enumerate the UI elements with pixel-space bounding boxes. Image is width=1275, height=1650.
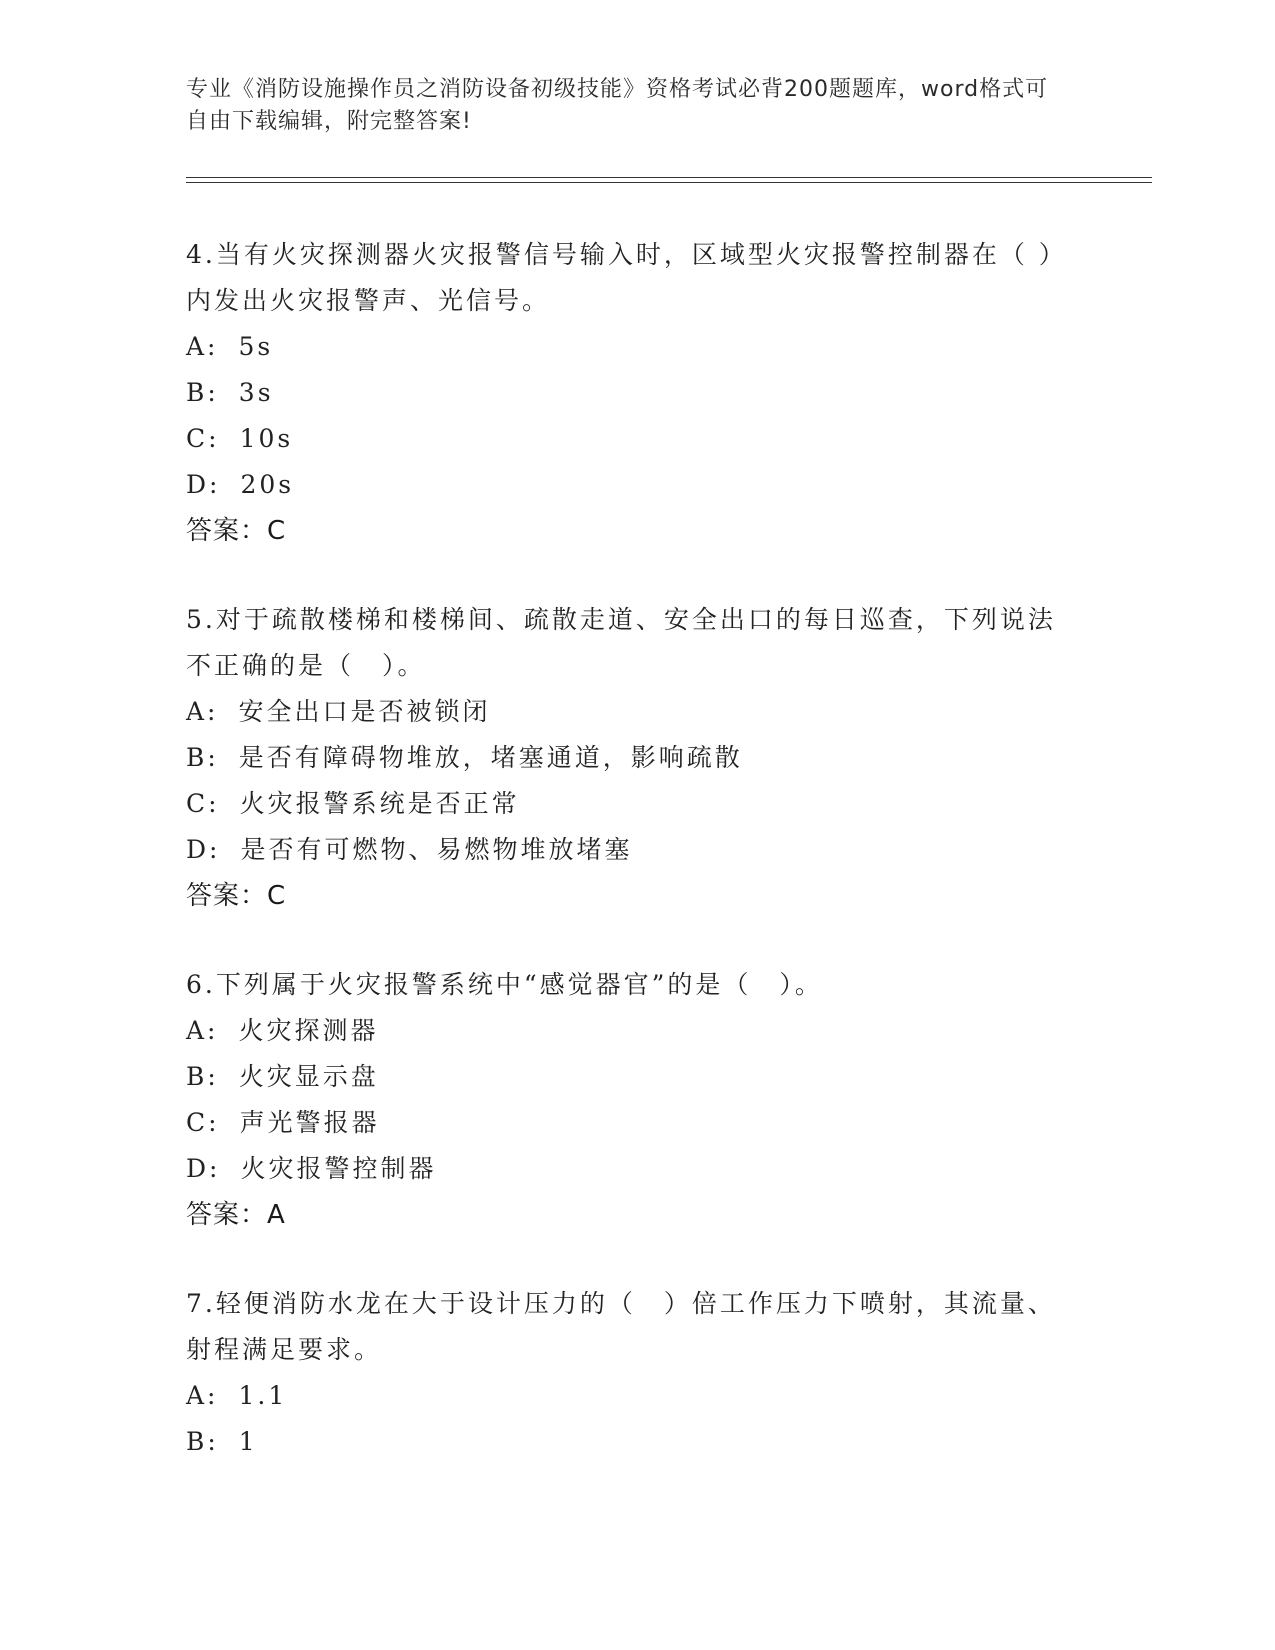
option-text: 是否有障碍物堆放，堵塞通道，影响疏散 [238,743,743,772]
option-text: 声光警报器 [239,1108,380,1137]
option-b [186,1419,1066,1465]
option-text: 是否有可燃物、易燃物堆放堵塞 [240,835,633,864]
answer-label: 答案：C [186,516,287,546]
option-key: A: [186,332,219,361]
option-c [186,416,1066,462]
option-text: 10s [239,424,294,453]
option-key: B: [186,378,219,407]
option-key: A: [186,1381,219,1410]
option-d [186,1146,1066,1192]
option-text: 1.1 [238,1381,288,1410]
option-key: A: [186,697,219,726]
option-a [186,324,1066,370]
option-b [186,735,1066,781]
question-5 [186,597,1066,919]
question-6 [186,962,1066,1238]
option-text: 安全出口是否被锁闭 [238,697,491,726]
option-key: C: [186,424,220,453]
option-text: 5s [238,332,274,361]
option-b [186,1054,1066,1100]
header-divider-top [186,177,1152,178]
option-a [186,689,1066,735]
option-text: 1 [238,1427,258,1456]
document-title: 专业《消防设施操作员之消防设备初级技能》资格考试必背200题题库，word格式可自由下载编辑，附完整答案! [186,77,1049,134]
question-7 [186,1281,1066,1465]
option-text: 3s [238,378,274,407]
option-d [186,462,1066,508]
document-header [186,74,1066,138]
option-key: D: [186,1154,221,1183]
option-d [186,827,1066,873]
option-key: A: [186,1016,219,1045]
option-key: D: [186,470,221,499]
header-divider-bottom [186,182,1152,183]
answer-label: 答案：A [186,1200,286,1230]
question-4 [186,232,1066,554]
answer-label: 答案：C [186,881,287,911]
option-text: 火灾报警系统是否正常 [239,789,520,818]
question-stem: 4.当有火灾探测器火灾报警信号输入时，区域型火灾报警控制器在（ ）内发出火灾报警声、光信号。 [186,240,1055,315]
option-a [186,1008,1066,1054]
option-key: C: [186,1108,220,1137]
option-text: 火灾探测器 [238,1016,379,1045]
option-text: 20s [240,470,295,499]
option-key: B: [186,1427,219,1456]
option-key: C: [186,789,220,818]
question-stem: 7.轻便消防水龙在大于设计压力的（ ）倍工作压力下喷射，其流量、射程满足要求。 [186,1289,1056,1364]
option-text: 火灾报警控制器 [240,1154,437,1183]
option-key: D: [186,835,221,864]
option-b [186,370,1066,416]
question-stem: 5.对于疏散楼梯和楼梯间、疏散走道、安全出口的每日巡查，下列说法不正确的是（ ）。 [186,605,1056,680]
option-key: B: [186,743,219,772]
question-stem: 6.下列属于火灾报警系统中“感觉器官”的是（ ）。 [186,970,823,999]
option-a [186,1373,1066,1419]
option-key: B: [186,1062,219,1091]
option-c [186,1100,1066,1146]
option-text: 火灾显示盘 [238,1062,379,1091]
option-c [186,781,1066,827]
